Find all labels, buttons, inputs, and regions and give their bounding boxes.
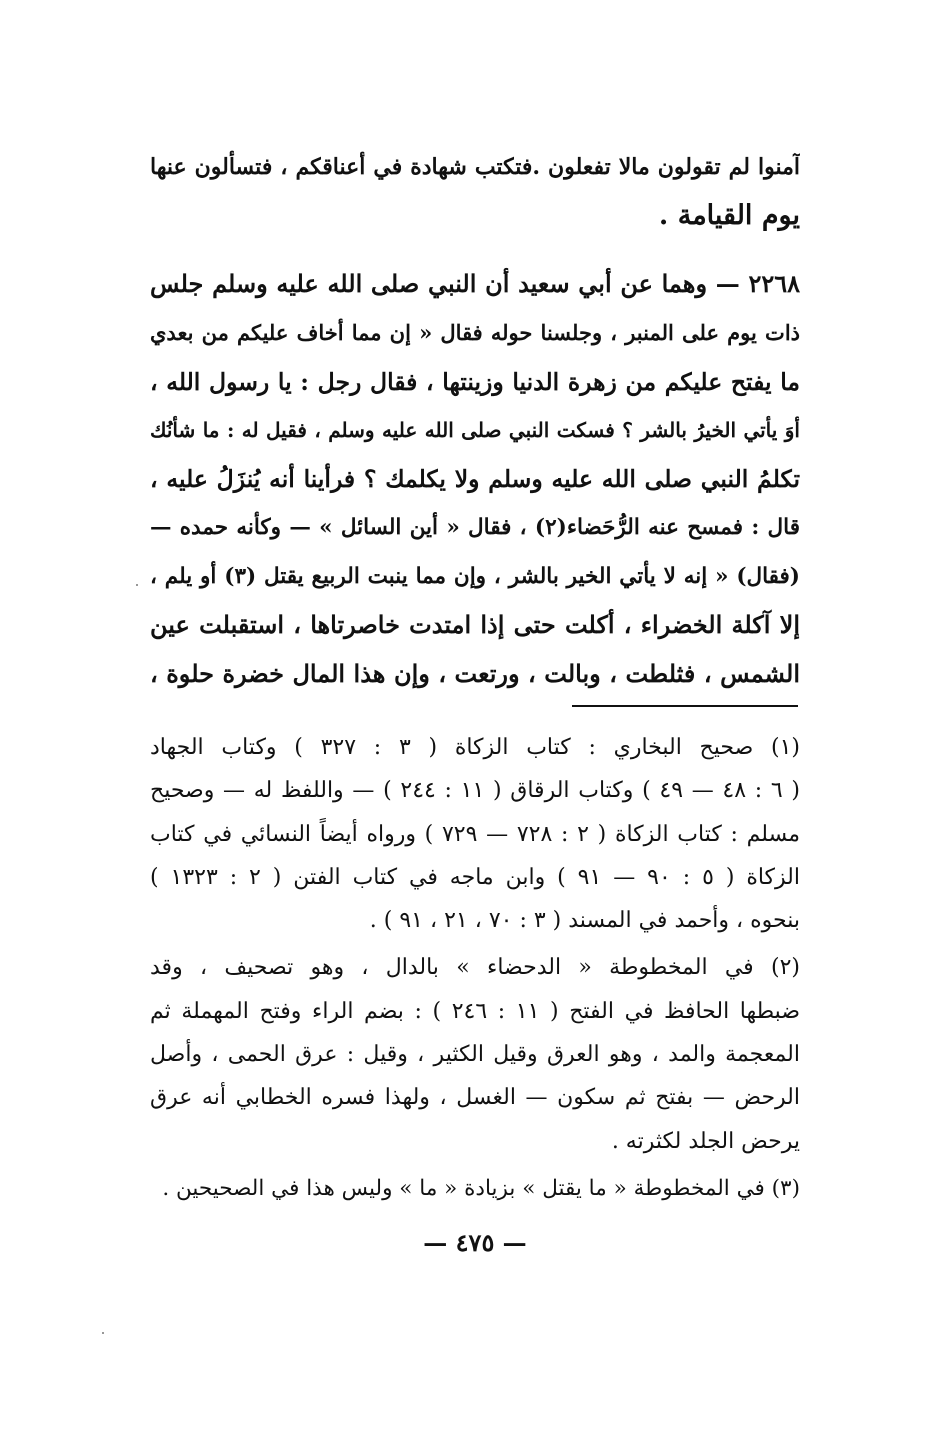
scan-speck	[102, 1332, 104, 1334]
footnote-line: المعجمة والمد ، وهو العرق وقيل الكثير ، وقيل : عرق الحمى ، وأصل	[150, 1042, 800, 1068]
paragraph-continued	[150, 143, 800, 240]
page-number: — ٤٧٥ —	[423, 1228, 527, 1257]
footnote-2	[150, 946, 800, 1162]
footnote-line: (١) صحيح البخاري : كتاب الزكاة ( ٣ : ٣٢٧ ) وكتاب الجهاد	[150, 735, 800, 760]
footnote-line: ضبطها الحافظ في الفتح ( ١١ : ٢٤٦ ) : بضم الراء وفتح المهملة ثم	[150, 998, 800, 1024]
text-line: آمنوا لم تقولون مالا تفعلون .فتكتب شهادة في أعناقكم ، فتسألون عنها	[150, 154, 800, 180]
text-line: (فقال) « إنه لا يأتي الخير بالشر ، وإن مما ينبت الربيع يقتل (٣) أو يلم ،	[150, 563, 800, 589]
footnote-line: الزكاة ( ٥ : ٩٠ — ٩١ ) وابن ماجه في كتاب الفتن ( ٢ : ١٣٢٣ )	[150, 864, 800, 890]
footnote-line: (٣) في المخطوطة « ما يقتل » بزيادة « ما » وليس هذا في الصحيحين .	[162, 1175, 800, 1201]
text-line: يوم القيامة .	[658, 199, 800, 231]
footnote-separator	[572, 705, 798, 707]
footnote-line: الرحض — بفتح ثم سكون — الغسل ، ولهذا فسره الخطابي أنه عرق	[150, 1085, 800, 1111]
text-line: قال : فمسح عنه الرُّحَضاء(٢) ، فقال « أين السائل » — وكأنه حمده —	[150, 514, 800, 540]
text-line: تكلمُ النبي صلى الله عليه وسلم ولا يكلمك ؟ فرأينا أنه يُنزَلُ عليه ،	[150, 465, 800, 494]
text-line: ٢٢٦٨ — وهما عن أبي سعيد أن النبي صلى الله عليه وسلم جلس	[150, 269, 800, 299]
text-line: إلا آكلة الخضراء ، أكلت حتى إذا امتدت خاصرتاها ، استقبلت عين	[150, 610, 800, 640]
footnote-line: بنحوه ، وأحمد في المسند ( ٣ : ٧٠ ، ٢١ ، ٩١ ) .	[369, 908, 800, 934]
hadith-2268-paragraph	[150, 260, 800, 698]
footnote-1	[150, 726, 800, 942]
text-line: أوَ يأتي الخيرُ بالشر ؟ فسكت النبي صلى الله عليه وسلم ، فقيل له : ما شأنُك	[150, 418, 800, 443]
text-line: ذات يوم على المنبر ، وجلسنا حوله فقال « إن مما أخاف عليكم من بعدي	[150, 320, 800, 346]
footnote-line: يرحض الجلد لكثرته .	[611, 1128, 800, 1154]
text-line: ما يفتح عليكم من زهرة الدنيا وزينتها ، فقال رجل : يا رسول الله ،	[150, 367, 800, 396]
footnote-line: ( ٦ : ٤٨ — ٤٩ ) وكتاب الرقاق ( ١١ : ٢٤٤ ) — واللفظ له — وصحيح	[150, 778, 800, 804]
footnote-line: مسلم : كتاب الزكاة ( ٢ : ٧٢٨ — ٧٢٩ ) ورواه أيضاً النسائي في كتاب	[150, 821, 800, 847]
text-line: الشمس ، فثلطت ، وبالت ، ورتعت ، وإن هذا المال خضرة حلوة ،	[150, 658, 800, 688]
scan-speck	[136, 584, 138, 586]
footnotes	[150, 726, 800, 1210]
footnote-3	[150, 1167, 800, 1210]
main-text	[150, 143, 800, 699]
footnote-line: (٢) في المخطوطة « الدحضاء » بالدال ، وهو تصحيف ، وقد	[150, 955, 800, 981]
